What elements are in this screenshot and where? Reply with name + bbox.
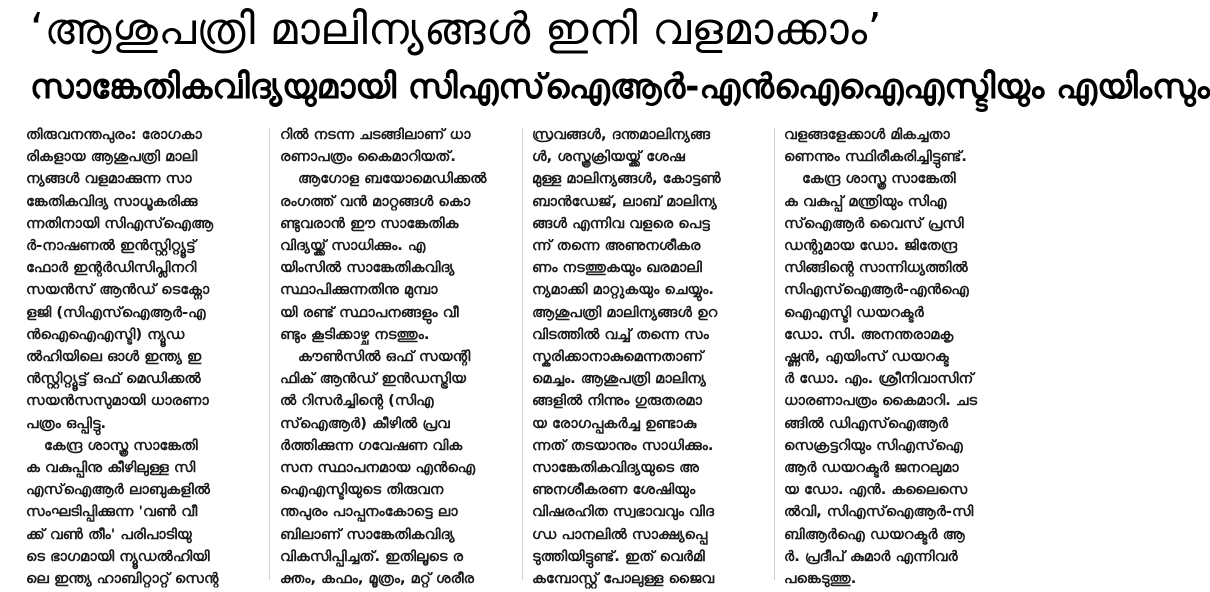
article-text-line: വിദ്യയ്ക്ക് സാധിക്കും. എ (280, 237, 426, 255)
article-text-line: ൻഐഐഎസ്ടി) ന്യൂഡ (26, 325, 185, 343)
article-text-line: ഡോ. സി. അനന്തരാമകൃ (784, 325, 954, 343)
article-text-line: ർത്തിക്കുന്ന ഗവേഷണ വിക (280, 436, 463, 454)
article-text-line: ങ്ങിൽ ഡിഎസ്ഐആർ (784, 414, 949, 432)
article-text-line: ഡന്റുമായ ഡോ. ജിതേന്ദ്ര (784, 237, 958, 255)
article-text-line: മുള്ള മാലിന്യങ്ങൾ, കോട്ടൺ (532, 170, 721, 188)
article-text-line: ക്ക് വൺ തീം' പരിപാടിയു (26, 525, 192, 543)
article-text-line: ന്നത് തടയാനും സാധിക്കും. (532, 436, 714, 454)
article-text-line: ആർ ഡയറക്ടർ ജനറലുമാ (784, 459, 959, 477)
article-text-line: തിരുവനന്തപുരം: രോഗകാ (26, 126, 202, 143)
article-text-line: രണാപത്രം കൈമാറിയത്. (280, 148, 456, 166)
article-text-line: ളജി (സിഎസ്ഐആർ-എ (26, 303, 206, 321)
article-text-line: ന്തപുരം പാപ്പനംകോട്ടെ ലാ (280, 503, 458, 521)
article-text-line: ർ ഡോ. എം. ശ്രീനിവാസിന് (784, 370, 974, 388)
article-body (26, 124, 1028, 588)
article-text-line: ൽവി, സിഎസ്ഐആർ-സി (784, 503, 974, 521)
article-text-line: ണുനശീകരണ ശേഷിയും (532, 481, 696, 499)
article-text-line: വികസിപ്പിച്ചത്. ഇതിലൂടെ ര (280, 547, 464, 565)
article-text-line: ക വകുപ്പ് മന്ത്രിയും സിഎ (784, 192, 947, 210)
article-text-line: ന്യമാക്കി മാറ്റുകയും ചെയ്യും. (532, 281, 714, 299)
article-text-line: യ ഡോ. എൻ. കലൈസെ (784, 481, 968, 499)
article-column-3 (532, 124, 765, 588)
article-text-line: കമ്പോസ്റ്റ് പോലുള്ള ജൈവ (532, 570, 715, 588)
article-text-line: ആശുപത്രി മാലിന്യങ്ങൾ ഉറ (532, 303, 718, 321)
article-text-line: സ്ഐആർ) കീഴിൽ പ്രവ (280, 414, 450, 432)
article-text-line: ടെ ഭാഗമായി ന്യൂഡൽഹിയി (26, 547, 210, 565)
article-text-line: രികളായ ആശുപത്രി മാലി (26, 148, 198, 166)
article-text-line: യ രോഗപ്പകർച്ച ഉണ്ടാകു (532, 414, 697, 432)
article-text-line: സ്ഥാപിക്കുന്നതിനു മുമ്പാ (280, 281, 438, 299)
article-text-line: ൽ റിസർച്ചിന്റെ (സിഎ (280, 392, 434, 410)
article-text-line: സയൻസസുമായി ധാരണാ (26, 392, 209, 410)
article-text-line: രംഗത്ത് വൻ മാറ്റങ്ങൾ കൊ (280, 192, 471, 210)
article-text-line: ഗ്ധ പാനലിൽ സാക്ഷ്യപ്പെ (532, 525, 708, 543)
article-text-line: കൗൺസിൽ ഒഫ് സയന്റി (298, 348, 471, 366)
article-text-line: ആഗോള ബയോമെഡിക്കൽ (298, 170, 487, 188)
article-text-line: ന്നതിനായി സിഎസ്ഐആ (26, 214, 214, 232)
article-text-line: വളങ്ങളേക്കാൾ മികച്ചതാ (784, 126, 950, 143)
article-text-line: പങ്കെടുത്തു. (784, 570, 857, 588)
article-text-line: ധാരണാപത്രം കൈമാറി. ചട (784, 392, 978, 410)
article-text-line: വിഷരഹിത സ്വഭാവവും വിദ (532, 503, 714, 521)
article-text-line: ഫോർ ഇന്റർഡിസിപ്ലിനറി (26, 259, 197, 277)
article-text-line: ന്ന് തന്നെ അണുനശീകര (532, 237, 701, 255)
article-text-line: യിംസിൽ സാങ്കേതികവിദ്യ (280, 259, 455, 277)
article-text-line: ന്യങ്ങൾ വളമാക്കുന്ന സാ (26, 170, 192, 188)
article-text-line: ഷ്ണൻ, എയിംസ് ഡയറക്ട (784, 348, 949, 366)
article-text-line: ക്തം, കഫം, മൂത്രം, മറ്റ് ശരീര (280, 570, 475, 588)
article-text-line: കേന്ദ്ര ശാസ്ത്ര സാങ്കേതി (44, 436, 198, 454)
article-text-line: ങ്ങൾ എന്നിവ വളരെ പെട്ട (532, 214, 710, 232)
article-text-line: ഐഎസ്ടി ഡയറക്ടർ (784, 303, 924, 321)
article-text-line: ഫിക് ആൻഡ് ഇൻഡസ്ട്രിയ (280, 370, 466, 388)
article-subheadline: സാങ്കേതികവിദ്യയുമായി സിഎസ്ഐആർ-എൻഐഐഎസ്ടിയും എയിംസും (30, 67, 1210, 107)
article-column-1 (26, 124, 259, 588)
article-text-line: മെച്ചം. ആശുപത്രി മാലിന്യ (532, 370, 706, 388)
article-text-line: സംഘടിപ്പിക്കുന്ന 'വൺ വീ (26, 503, 198, 521)
article-text-line: എസ്ഐആർ ലാബുകളിൽ (26, 481, 211, 499)
article-text-line: പത്രം ഒപ്പിട്ടു. (26, 414, 107, 432)
article-text-line: ണ്ടും കൂടിക്കാഴ്ച നടത്തും. (280, 325, 430, 343)
article-text-line: ലെ ഇന്ത്യ ഹാബിറ്റാറ്റ് സെന്റ (26, 570, 219, 588)
column-divider (774, 128, 775, 580)
article-column-2 (280, 124, 513, 588)
article-text-line: ബിആർഐ ഡയറക്ടർ ആ (784, 525, 965, 543)
article-text-line: ൽഹിയിലെ ഓൾ ഇന്ത്യ ഇ (26, 348, 202, 366)
column-divider (522, 128, 523, 580)
article-text-line: ർ-നാഷണൽ ഇൻസ്റ്റിറ്റ്യൂട്ട് (26, 237, 196, 255)
article-text-line: ടുത്തിയിട്ടുണ്ട്. ഇത് വെർമി (532, 547, 705, 565)
article-text-line: സ്ഐആർ വൈസ് പ്രസി (784, 214, 964, 232)
article-text-line: ർ. പ്രദീപ് കുമാർ എന്നിവർ (784, 547, 958, 565)
article-text-line: വിടത്തിൽ വച്ച് തന്നെ സം (532, 325, 709, 343)
article-column-4 (784, 124, 1017, 588)
article-text-line: ങ്കേതികവിദ്യ സാധൂകരിക്കു (26, 192, 198, 210)
article-text-line: ബിലാണ് സാങ്കേതികവിദ്യ (280, 525, 455, 543)
article-text-line: ഐഎസ്ടിയുടെ തിരുവന (280, 481, 444, 499)
article-text-line: ണം നടത്തുകയും ഖരമാലി (532, 259, 702, 277)
article-text-line: സ്കരിക്കാനാകുമെന്നതാണ് (532, 348, 704, 366)
article-text-line: സെക്രട്ടറിയും സിഎസ്ഐ (784, 436, 963, 454)
article-headline: ‘ആശുപത്രി മാലിന്യങ്ങൾ ഇനി വളമാക്കാം’ (30, 4, 883, 55)
article-text-line: ബാൻഡേജ്, ലാബ് മാലിന്യ (532, 192, 717, 210)
article-text-line: സന സ്ഥാപനമായ എൻഐ (280, 459, 476, 477)
article-text-line: സയൻസ് ആൻഡ് ടെക്നോ (26, 281, 210, 299)
article-text-line: കേന്ദ്ര ശാസ്ത്ര സാങ്കേതി (802, 170, 956, 188)
column-divider (269, 128, 270, 580)
article-text-line: ണ്ടുവരാൻ ഈ സാങ്കേതിക (280, 214, 459, 232)
article-text-line: ൻസ്റ്റിറ്റ്യൂട്ട് ഒഫ് മെഡിക്കൽ (26, 370, 201, 388)
article-text-line: യി രണ്ട് സ്ഥാപനങ്ങളും വീ (280, 303, 459, 321)
article-text-line: ൾ, ശസ്ത്രക്രിയയ്ക്ക് ശേഷ (532, 148, 685, 166)
article-text-line: ക വകുപ്പിനു കീഴിലുള്ള സി (26, 459, 196, 477)
article-text-line: സാങ്കേതികവിദ്യയുടെ അ (532, 459, 700, 477)
article-text-line: റിൽ നടന്ന ചടങ്ങിലാണ് ധാ (280, 126, 471, 143)
article-text-line: സിങ്ങിന്റെ സാന്നിധ്യത്തിൽ (784, 259, 968, 277)
article-text-line: സ്രവങ്ങൾ, ദന്തമാലിന്യങ്ങ (532, 126, 711, 143)
article-text-line: സിഎസ്ഐആർ-എൻഐ (784, 281, 969, 299)
article-text-line: ങ്ങളിൽ നിന്നും ഗുരുതരമാ (532, 392, 702, 410)
article-text-line: ണെന്നും സ്ഥിരീകരിച്ചിട്ടുണ്ട്. (784, 148, 967, 166)
